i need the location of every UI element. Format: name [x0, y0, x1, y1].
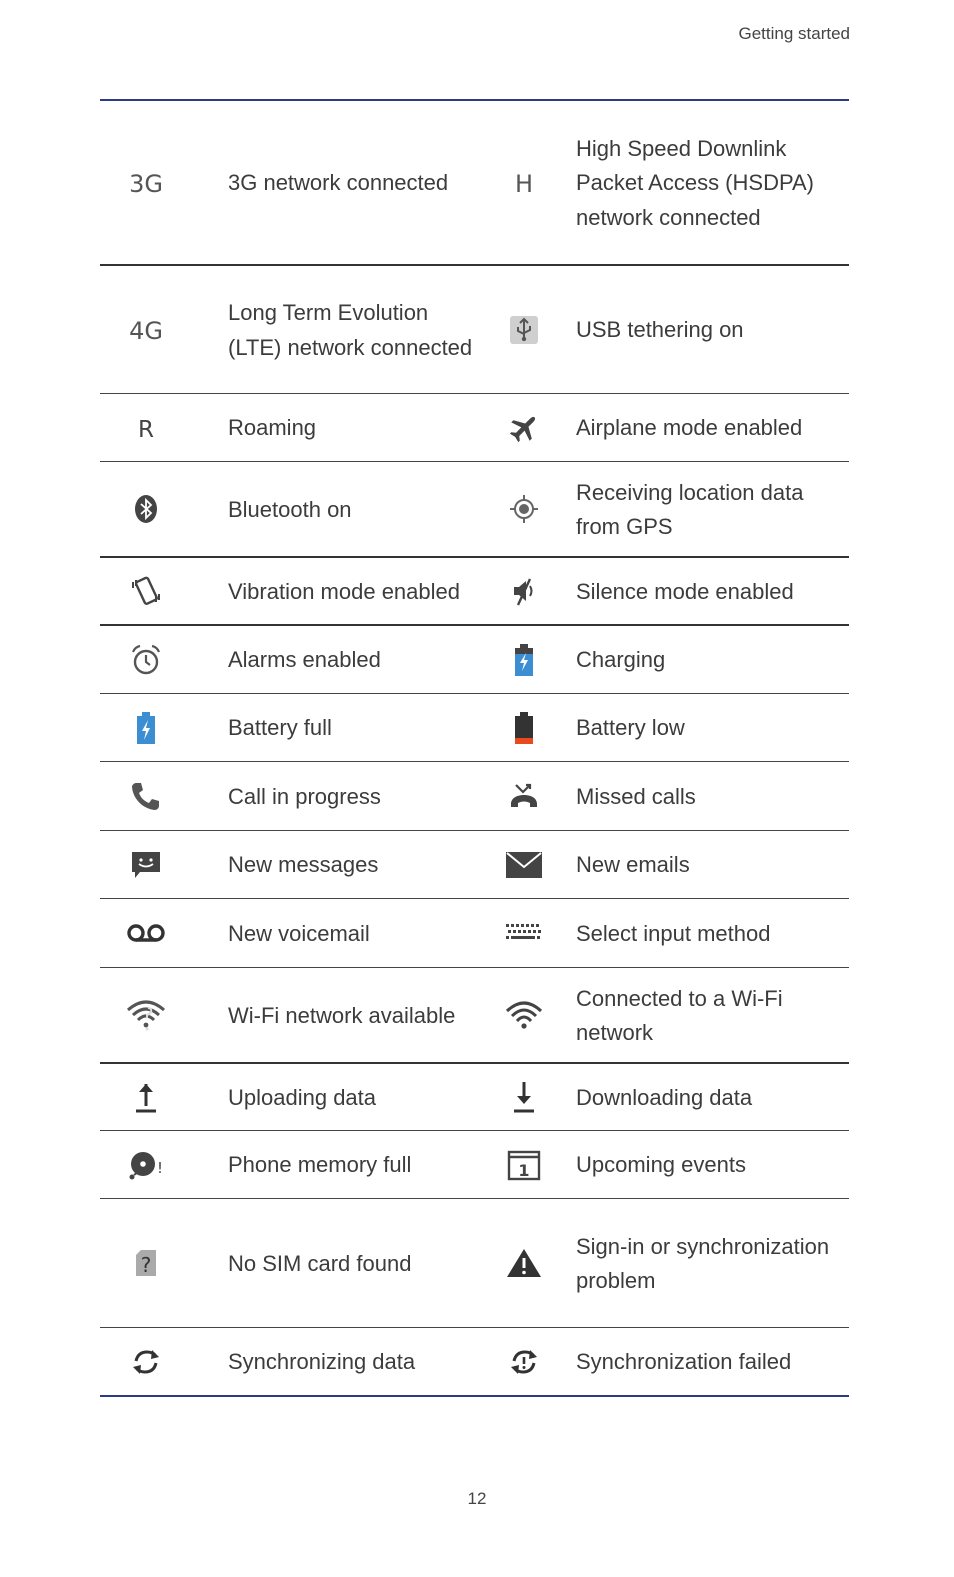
download-icon — [474, 1080, 574, 1114]
icon-description: Alarms enabled — [228, 647, 381, 673]
icon-description: Call in progress — [228, 783, 381, 809]
icon-description: Silence mode enabled — [576, 578, 794, 604]
table-row — [100, 1130, 849, 1198]
message-icon — [100, 849, 192, 881]
missed-call-icon — [474, 780, 574, 812]
table-row — [100, 393, 849, 461]
wifi-connected-icon — [474, 999, 574, 1031]
icon-description: New messages — [228, 852, 379, 878]
table-row — [100, 898, 849, 967]
hsdpa-icon — [474, 167, 574, 199]
sync-failed-icon — [474, 1346, 574, 1378]
icon-description: New voicemail — [228, 920, 370, 946]
icon-description: Battery low — [576, 715, 685, 741]
battery-full-icon — [100, 711, 192, 745]
no-sim-icon — [100, 1248, 192, 1278]
memory-full-icon — [100, 1148, 192, 1182]
icon-description: High Speed Downlink Packet Access (HSDPA) network connected — [576, 135, 814, 230]
4g-icon — [100, 314, 192, 346]
table-row — [100, 1062, 849, 1130]
usb-icon — [474, 314, 574, 346]
svg-text:1: 1 — [518, 1160, 530, 1180]
vibration-icon — [100, 574, 192, 608]
table-row — [100, 1327, 849, 1395]
icon-description: Uploading data — [228, 1084, 377, 1110]
airplane-icon — [474, 411, 574, 445]
table-row — [100, 693, 849, 761]
icon-description: Vibration mode enabled — [228, 578, 460, 604]
icon-description: New emails — [576, 852, 690, 878]
icon-description: Sign-in or synchronization problem — [576, 1233, 830, 1293]
alarm-icon — [100, 643, 192, 677]
keyboard-icon — [474, 922, 574, 944]
icon-description: Bluetooth on — [228, 496, 352, 522]
upload-icon — [100, 1080, 192, 1114]
table-row — [100, 967, 849, 1062]
icon-description: Battery full — [228, 715, 332, 741]
page-header: Getting started — [738, 24, 850, 43]
icon-description: No SIM card found — [228, 1250, 412, 1276]
wifi-available-icon — [100, 998, 192, 1032]
3g-icon — [100, 167, 192, 199]
warning-icon — [474, 1247, 574, 1279]
table-row — [100, 1198, 849, 1327]
email-icon — [474, 851, 574, 879]
icon-description: Missed calls — [576, 783, 696, 809]
status-icon-table — [100, 99, 849, 1397]
battery-low-icon — [474, 711, 574, 745]
voicemail-icon — [100, 922, 192, 944]
icon-description: Charging — [576, 647, 666, 673]
icon-description: Phone memory full — [228, 1152, 412, 1178]
icon-description: 3G network connected — [228, 170, 449, 196]
svg-text:!: ! — [156, 1158, 164, 1177]
table-row — [100, 461, 849, 556]
calendar-icon — [474, 1149, 574, 1181]
table-row — [100, 556, 849, 624]
table-row — [100, 830, 849, 898]
icon-description: Receiving location data from GPS — [576, 479, 804, 539]
table-row — [100, 264, 849, 393]
svg-text:?: ? — [140, 1253, 152, 1277]
page-number: 12 — [467, 1489, 487, 1508]
icon-description: Synchronization failed — [576, 1349, 792, 1375]
icon-description: Downloading data — [576, 1084, 753, 1110]
table-row — [100, 624, 849, 693]
icon-description: Connected to a Wi-Fi network — [576, 985, 783, 1045]
icon-description: Select input method — [576, 920, 771, 946]
svg-text:4G: 4G — [129, 316, 163, 345]
bluetooth-icon — [100, 493, 192, 525]
svg-text:3G: 3G — [129, 169, 163, 198]
call-icon — [100, 780, 192, 812]
roaming-icon — [100, 412, 192, 444]
svg-text:R: R — [138, 416, 154, 443]
icon-description: Roaming — [228, 415, 317, 441]
sync-icon — [100, 1346, 192, 1378]
svg-text:H: H — [514, 169, 534, 198]
table-row — [100, 101, 849, 264]
icon-description: Wi-Fi network available — [228, 1002, 456, 1028]
icon-description: Long Term Evolution (LTE) network connected — [228, 300, 473, 360]
icon-description: USB tethering on — [576, 317, 744, 343]
charging-icon — [474, 643, 574, 677]
icon-description: Upcoming events — [576, 1152, 746, 1178]
table-row — [100, 761, 849, 830]
icon-description: Synchronizing data — [228, 1349, 416, 1375]
gps-icon — [474, 493, 574, 525]
icon-description: Airplane mode enabled — [576, 415, 803, 441]
silence-icon — [474, 575, 574, 607]
